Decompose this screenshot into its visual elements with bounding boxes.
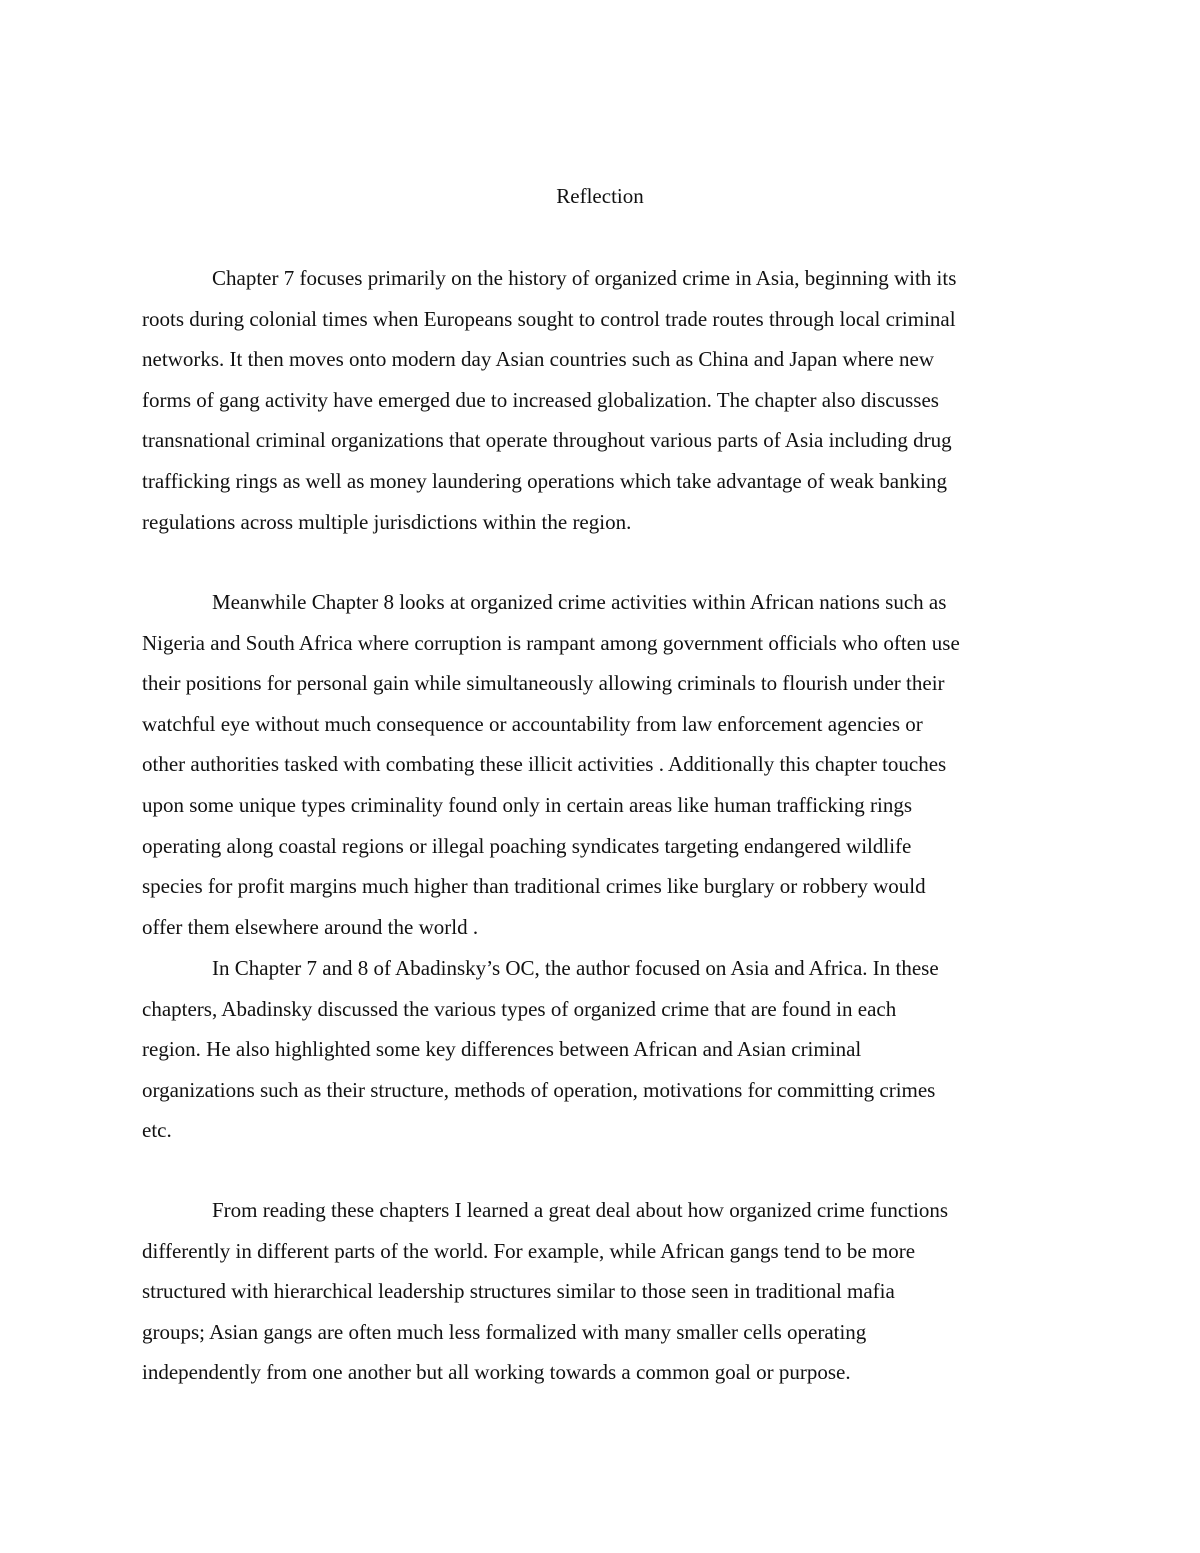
paragraph-line: independently from one another but all working towards a common goal or purpose. bbox=[142, 1360, 851, 1385]
paragraph-line: chapters, Abadinsky discussed the various types of organized crime that are found in each bbox=[142, 996, 897, 1021]
paragraph-line: structured with hierarchical leadership structures similar to those seen in traditional mafia bbox=[142, 1279, 895, 1304]
paragraph-line: networks. It then moves onto modern day Asian countries such as China and Japan where new bbox=[142, 347, 934, 372]
paragraph-line: forms of gang activity have emerged due to increased globalization. The chapter also discusses bbox=[142, 387, 939, 412]
paragraph-chapter-8 bbox=[142, 582, 1072, 947]
document-title: Reflection bbox=[556, 184, 644, 208]
paragraph-line: Meanwhile Chapter 8 looks at organized crime activities within African nations such as bbox=[212, 590, 947, 614]
paragraph-line: species for profit margins much higher than traditional crimes like burglary or robbery would bbox=[142, 874, 926, 899]
paragraph-line: other authorities tasked with combating these illicit activities . Additionally this chapter touches bbox=[142, 752, 947, 777]
paragraph-line: upon some unique types criminality found only in certain areas like human trafficking rings bbox=[142, 792, 913, 817]
paragraph-line: Nigeria and South Africa where corruption is rampant among government officials who often use bbox=[142, 630, 960, 655]
paragraph-line: transnational criminal organizations that operate throughout various parts of Asia including drug bbox=[142, 428, 952, 453]
paragraph-line: trafficking rings as well as money laundering operations which take advantage of weak banking bbox=[142, 468, 947, 493]
paragraph-line: offer them elsewhere around the world . bbox=[142, 914, 479, 939]
paragraph-learning bbox=[142, 1190, 1072, 1393]
paragraph-line: their positions for personal gain while simultaneously allowing criminals to flourish under their bbox=[142, 671, 945, 696]
paragraph-abadinsky bbox=[142, 948, 1072, 1151]
paragraph-line: organizations such as their structure, methods of operation, motivations for committing crimes bbox=[142, 1077, 936, 1102]
paragraph-line: operating along coastal regions or illegal poaching syndicates targeting endangered wildlife bbox=[142, 833, 912, 858]
paragraph-line: groups; Asian gangs are often much less formalized with many smaller cells operating bbox=[142, 1319, 867, 1344]
paragraph-line: regulations across multiple jurisdictions within the region. bbox=[142, 509, 632, 534]
paragraph-line: differently in different parts of the world. For example, while African gangs tend to be more bbox=[142, 1238, 916, 1263]
paragraph-line: watchful eye without much consequence or accountability from law enforcement agencies or bbox=[142, 711, 923, 736]
paragraph-line: In Chapter 7 and 8 of Abadinsky’s OC, the author focused on Asia and Africa. In these bbox=[212, 956, 939, 980]
paragraph-line: From reading these chapters I learned a great deal about how organized crime functions bbox=[212, 1198, 949, 1222]
paragraph-line: region. He also highlighted some key differences between African and Asian criminal bbox=[142, 1037, 862, 1062]
paragraph-line: roots during colonial times when Europeans sought to control trade routes through local criminal bbox=[142, 306, 956, 331]
paragraph-line: Chapter 7 focuses primarily on the history of organized crime in Asia, beginning with its bbox=[212, 266, 957, 290]
paragraph-chapter-7 bbox=[142, 258, 1072, 542]
paragraph-line: etc. bbox=[142, 1118, 172, 1143]
